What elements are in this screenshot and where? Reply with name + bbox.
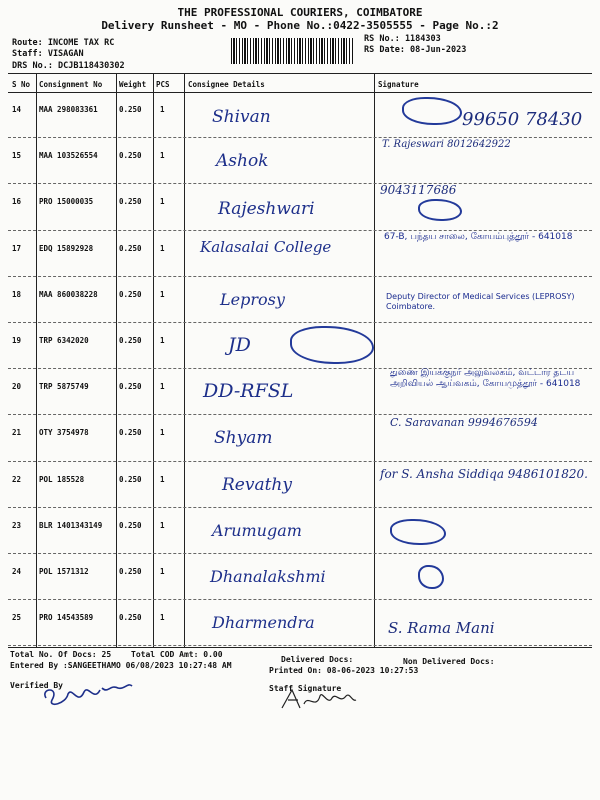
row-divider <box>8 507 592 508</box>
total-cod: Total COD Amt: 0.00 <box>131 650 223 659</box>
pcs-cell: 1 <box>160 613 165 623</box>
weight-cell: 0.250 <box>119 520 142 530</box>
signature-text: T. Rajeswari 8012642922 <box>382 139 511 151</box>
row-divider <box>8 599 592 600</box>
pcs-cell: 1 <box>160 382 165 392</box>
pcs-cell: 1 <box>160 336 165 345</box>
row-divider <box>8 461 592 462</box>
pcs-cell: 1 <box>160 105 165 114</box>
sno-cell: 23 <box>12 520 22 530</box>
consignment-cell: OTY 3754978 <box>39 428 89 438</box>
sno-cell: 20 <box>12 382 22 392</box>
sno-cell: 18 <box>12 289 22 299</box>
staff-label: Staff: VISAGAN <box>12 49 84 59</box>
row-divider <box>8 414 592 415</box>
handwritten-signature-mark <box>418 199 462 221</box>
handwritten-signature-mark <box>290 326 374 364</box>
sno-cell: 25 <box>12 613 22 623</box>
weight-cell: 0.250 <box>119 336 142 345</box>
consignment-cell: MAA 298083361 <box>39 105 98 114</box>
staff-signature-label: Staff Signature <box>269 684 342 693</box>
col-sno: S No <box>12 80 31 89</box>
sno-cell: 24 <box>12 567 22 576</box>
signature-text: S. Rama Mani <box>388 619 495 638</box>
consignment-cell: PRO 15000035 <box>39 197 94 207</box>
col-pcs: PCS <box>156 80 170 89</box>
stamp-text: துணை இயக்குநர் அலுவலகம், வட்டார தடய அறிவியல் ஆய்வகம், கோயமுத்தூர் - 641018 <box>390 368 581 390</box>
col-consignee: Consignee Details <box>188 80 265 89</box>
col-divider <box>36 73 37 647</box>
weight-cell: 0.250 <box>119 289 142 299</box>
staff-signature <box>278 684 358 714</box>
consignment-cell: POL 1571312 <box>39 567 89 576</box>
pcs-cell: 1 <box>160 567 165 576</box>
printed-on: Printed On: 08-06-2023 10:27:53 <box>269 666 419 675</box>
sno-cell: 17 <box>12 243 22 253</box>
runsheet-subtitle: Delivery Runsheet - MO - Phone No.:0422-3505555 - Page No.:2 <box>101 19 499 32</box>
route-label: Route: INCOME TAX RC <box>12 38 115 48</box>
consignment-cell: TRP 6342020 <box>39 336 89 345</box>
table-bottom-rule <box>8 647 592 648</box>
consignment-cell: TRP 5875749 <box>39 382 89 392</box>
weight-cell: 0.250 <box>119 197 142 207</box>
col-divider <box>116 73 117 647</box>
col-divider <box>184 73 185 647</box>
weight-cell: 0.250 <box>119 474 142 484</box>
consignment-cell: POL 185528 <box>39 474 85 484</box>
delivered-docs: Delivered Docs: <box>281 655 354 664</box>
consignee-name: Revathy <box>222 474 292 495</box>
row-divider <box>8 230 592 231</box>
consignment-cell: BLR 1401343149 <box>39 520 103 530</box>
pcs-cell: 1 <box>160 197 165 207</box>
weight-cell: 0.250 <box>119 243 142 253</box>
row-divider <box>8 137 592 138</box>
consignee-name: Shivan <box>212 107 271 127</box>
consignee-name: Leprosy <box>220 289 285 309</box>
signature-text: 99650 78430 <box>462 109 583 130</box>
signature-text: C. Saravanan 9994676594 <box>390 416 538 430</box>
consignment-cell: MAA 860038228 <box>39 289 98 299</box>
sno-cell: 22 <box>12 474 22 484</box>
row-divider <box>8 276 592 277</box>
signature-text: for S. Ansha Siddiqa 9486101820. <box>380 466 588 481</box>
barcode <box>231 38 353 64</box>
consignee-name: DD-RFSL <box>203 380 294 403</box>
stamp-text: 67-B, பந்தய சாலை, கோயம்புத்தூர் - 641018 <box>384 231 573 242</box>
weight-cell: 0.250 <box>119 382 142 392</box>
weight-cell: 0.250 <box>119 105 142 114</box>
consignee-name: Dhanalakshmi <box>210 567 326 586</box>
col-weight: Weight <box>119 80 147 89</box>
consignee-name: Ashok <box>216 151 269 172</box>
consignee-name: Shyam <box>214 428 273 449</box>
pcs-cell: 1 <box>160 243 165 253</box>
weight-cell: 0.250 <box>119 613 142 623</box>
handwritten-signature-mark <box>402 97 462 125</box>
signature-text: 9043117686 <box>380 183 457 198</box>
sno-cell: 19 <box>12 336 22 345</box>
rs-number: RS No.: 1184303 <box>364 34 441 44</box>
pcs-cell: 1 <box>160 151 165 161</box>
handwritten-signature-mark <box>418 565 444 589</box>
col-divider <box>374 73 375 647</box>
consignment-cell: EDQ 15892928 <box>39 243 94 253</box>
consignment-cell: MAA 103526554 <box>39 151 98 161</box>
company-title: THE PROFESSIONAL COURIERS, COIMBATORE <box>177 6 423 19</box>
entered-by: Entered By :SANGEETHAMO 06/08/2023 10:27:48 AM <box>10 661 232 670</box>
sno-cell: 21 <box>12 428 22 438</box>
consignee-name: JD <box>228 334 251 356</box>
table-top-rule <box>8 73 592 74</box>
total-docs: Total No. Of Docs: 25 <box>10 650 112 659</box>
col-divider <box>153 73 154 647</box>
rs-date: RS Date: 08-Jun-2023 <box>364 45 467 55</box>
weight-cell: 0.250 <box>119 428 142 438</box>
stamp-text: Deputy Director of Medical Services (LEPROSY) Coimbatore. <box>386 291 575 311</box>
verified-by-label: Verified By <box>10 681 63 690</box>
consignee-name: Arumugam <box>212 520 302 540</box>
row-divider <box>8 322 592 323</box>
consignee-name: Dharmendra <box>212 613 315 633</box>
verifier-signature <box>38 676 138 712</box>
consignee-name: Kalasalai College <box>200 237 332 256</box>
sno-cell: 15 <box>12 151 22 161</box>
pcs-cell: 1 <box>160 474 165 484</box>
drs-number: DRS No.: DCJB118430302 <box>12 61 125 71</box>
sno-cell: 14 <box>12 105 22 114</box>
consignment-cell: PRO 14543589 <box>39 613 94 623</box>
weight-cell: 0.250 <box>119 151 142 161</box>
row-divider <box>8 553 592 554</box>
pcs-cell: 1 <box>160 520 165 530</box>
col-consignment: Consignment No <box>39 80 103 89</box>
pcs-cell: 1 <box>160 428 165 438</box>
non-delivered-docs: Non Delivered Docs: <box>403 657 495 666</box>
pcs-cell: 1 <box>160 289 165 299</box>
consignee-name: Rajeshwari <box>218 199 315 220</box>
header-bottom-rule <box>8 92 592 93</box>
col-signature: Signature <box>378 80 419 89</box>
sno-cell: 16 <box>12 197 22 207</box>
handwritten-signature-mark <box>390 519 446 545</box>
weight-cell: 0.250 <box>119 567 142 576</box>
